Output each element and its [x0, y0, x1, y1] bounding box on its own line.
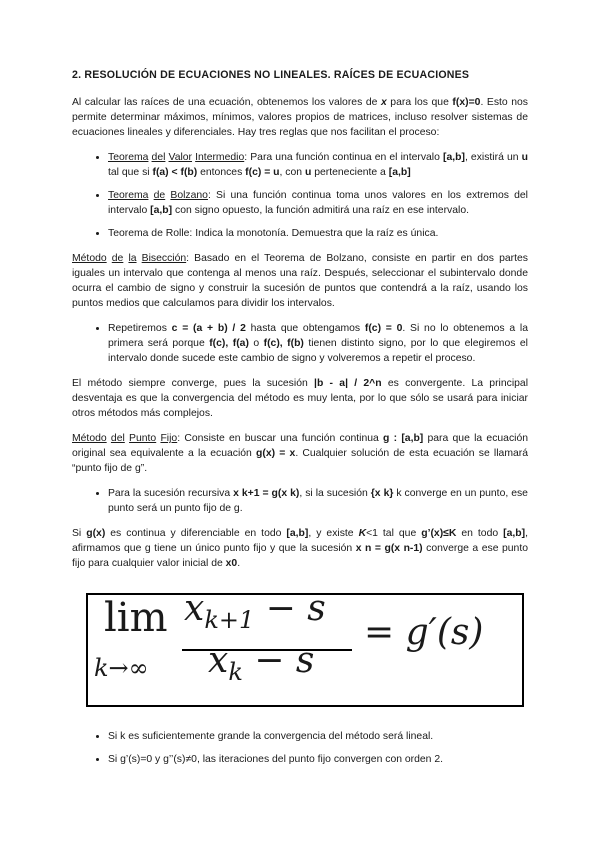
- text: x k+1 = g(x k): [233, 488, 300, 499]
- text: del: [110, 433, 125, 444]
- formula-lim-subscript: k→∞: [94, 654, 149, 682]
- text: f(c), f(b): [263, 338, 304, 349]
- text: o: [248, 338, 264, 349]
- text: , si la sucesión: [299, 488, 371, 499]
- text: : Si una función continua toma unos valores en los extremos del intervalo: [108, 190, 528, 216]
- text: |b - a| / 2^n: [314, 378, 382, 389]
- rule-valor-intermedio: [108, 150, 528, 180]
- text: f(x)=0: [452, 97, 481, 108]
- text: u: [521, 152, 528, 163]
- text: hasta que obtengamos: [245, 323, 365, 334]
- text: x: [380, 97, 387, 108]
- text: .: [237, 558, 241, 569]
- text: x0: [225, 558, 238, 569]
- text: , afirmamos que g tiene un único punto fijo y que la sucesión: [72, 528, 528, 554]
- text: entonces: [197, 167, 246, 178]
- text: Al calcular las raíces de una ecuación, obtenemos los valores de: [72, 97, 381, 108]
- text: Para la sucesión recursiva: [108, 488, 234, 499]
- note-order-2: • Si g’(s)=0 y g’’(s)≠0, las iteraciones del punto fijo convergen con orden 2.: [108, 752, 528, 767]
- convergence-paragraph: [72, 376, 528, 421]
- text: con signo opuesto, la función admitirá una raíz en ese intervalo.: [172, 205, 469, 216]
- text: g’(x)≤K: [421, 528, 457, 539]
- text: de: [111, 253, 124, 264]
- formula-rhs: = g′(s): [364, 612, 484, 653]
- rule-rolle: • Teorema de Rolle: Indica la monotonía. Demuestra que la raíz es única.: [108, 226, 528, 241]
- text: {x k}: [370, 488, 394, 499]
- text: − s: [242, 640, 315, 681]
- formula-denominator: [208, 640, 315, 687]
- text: Método: [72, 253, 107, 264]
- rules-list: [72, 150, 528, 241]
- text: Repetiremos: [108, 323, 172, 334]
- text: g(x) = x: [256, 448, 296, 459]
- text: Punto: [129, 433, 157, 444]
- text: c = (a + b) / 2: [171, 323, 246, 334]
- text: : Basado en el Teorema de Bolzano, consiste en partir en dos partes iguales un intervalo que contenga al menos una raíz. Después, seleccionar el subintervalo donde ocurra el cambio de signo y construir la sucesión de puntos que contendrá a la raíz, usando los puntos medios que calculamos para dividir los intervalos.: [72, 253, 528, 309]
- text: K: [358, 528, 367, 539]
- text: f(c) = u: [245, 167, 280, 178]
- text: de: [153, 190, 166, 201]
- text: g : [a,b]: [383, 433, 424, 444]
- section-title: 2. RESOLUCIÓN DE ECUACIONES NO LINEALES. RAÍCES DE ECUACIONES: [72, 69, 470, 81]
- formula-lim: lim: [104, 595, 168, 641]
- text: tal que si: [108, 167, 153, 178]
- notes-list: [72, 729, 528, 767]
- text: f(c), f(a): [209, 338, 249, 349]
- text: k+1: [204, 606, 255, 635]
- text: [a,b]: [443, 152, 465, 163]
- text: para que la ecuación original sea equivalente a la ecuación: [72, 433, 529, 459]
- text: Método: [72, 433, 107, 444]
- text: Teorema: [108, 190, 149, 201]
- text: Bisección: [141, 253, 187, 264]
- intro-paragraph: [72, 95, 528, 140]
- text: es continua y diferenciable en todo: [105, 528, 287, 539]
- text: . Esto nos permite determinar máximos, mínimos, valores propios de matrices, incluso resolver sistemas de ecuaciones lineales y diferenciales. Hay tres reglas que nos facilitan el proceso:: [72, 97, 528, 138]
- text: Intermedio: [195, 152, 245, 163]
- text: [a,b]: [503, 528, 526, 539]
- text: f(c) = 0: [364, 323, 403, 334]
- text: en todo: [456, 528, 504, 539]
- text: u: [304, 167, 312, 178]
- text: para los que: [386, 97, 453, 108]
- text: , y existe: [308, 528, 359, 539]
- text: x: [208, 640, 229, 681]
- text: − s: [254, 588, 326, 629]
- biseccion-paragraph: [72, 251, 528, 311]
- punto-fijo-list: [72, 486, 528, 516]
- document-page: [72, 62, 528, 777]
- biseccion-list: [72, 321, 528, 366]
- text: tienen distinto signo, por lo que elegiremos el intervalo donde sucede este cambio de signo y volveremos a repetir el proceso.: [108, 338, 528, 364]
- text: [a,b]: [286, 528, 309, 539]
- text: : Consiste en buscar una función continua: [177, 433, 384, 444]
- text: , existirá un: [464, 152, 522, 163]
- text: perteneciente a: [311, 167, 389, 178]
- text: [a,b]: [388, 167, 411, 178]
- note-linear: • Si k es suficientemente grande la convergencia del método será lineal.: [108, 729, 528, 744]
- text: Valor: [168, 152, 193, 163]
- rule-bolzano: [108, 188, 528, 218]
- biseccion-step: [108, 321, 528, 366]
- formula-numerator: [184, 588, 326, 635]
- text: k: [228, 658, 243, 687]
- text: El método siempre converge, pues la sucesión: [72, 378, 315, 389]
- text: . Cualquier solución de esta ecuación se llamará “punto fijo de g”.: [72, 448, 528, 474]
- text: la: [128, 253, 137, 264]
- text: , con: [279, 167, 305, 178]
- text: [a,b]: [150, 205, 173, 216]
- text: : Para una función continua en el intervalo: [244, 152, 443, 163]
- text: converge a ese punto fijo para cualquier valor inicial de: [72, 543, 529, 569]
- text: x: [184, 588, 205, 629]
- text: Si: [72, 528, 87, 539]
- condition-paragraph: [72, 526, 528, 571]
- limit-formula: [86, 588, 524, 707]
- text: es convergente. La principal desventaja es que la convergencia del método es muy lenta, por lo que sólo se usará para iniciar otros métodos más complejos.: [72, 378, 529, 419]
- text: del: [151, 152, 166, 163]
- text: Teorema: [108, 152, 149, 163]
- punto-fijo-step: [108, 486, 528, 516]
- punto-fijo-paragraph: [72, 431, 528, 476]
- text: . Si no lo obtenemos a la primera será porque: [108, 323, 529, 349]
- text: k converge en un punto, ese punto será un punto fijo de g.: [108, 488, 528, 514]
- text: <1 tal que: [366, 528, 422, 539]
- text: x n = g(x n-1): [355, 543, 423, 554]
- text: f(a) < f(b): [152, 167, 198, 178]
- text: g(x): [86, 528, 106, 539]
- text: Fijo: [160, 433, 178, 444]
- text: Bolzano: [170, 190, 208, 201]
